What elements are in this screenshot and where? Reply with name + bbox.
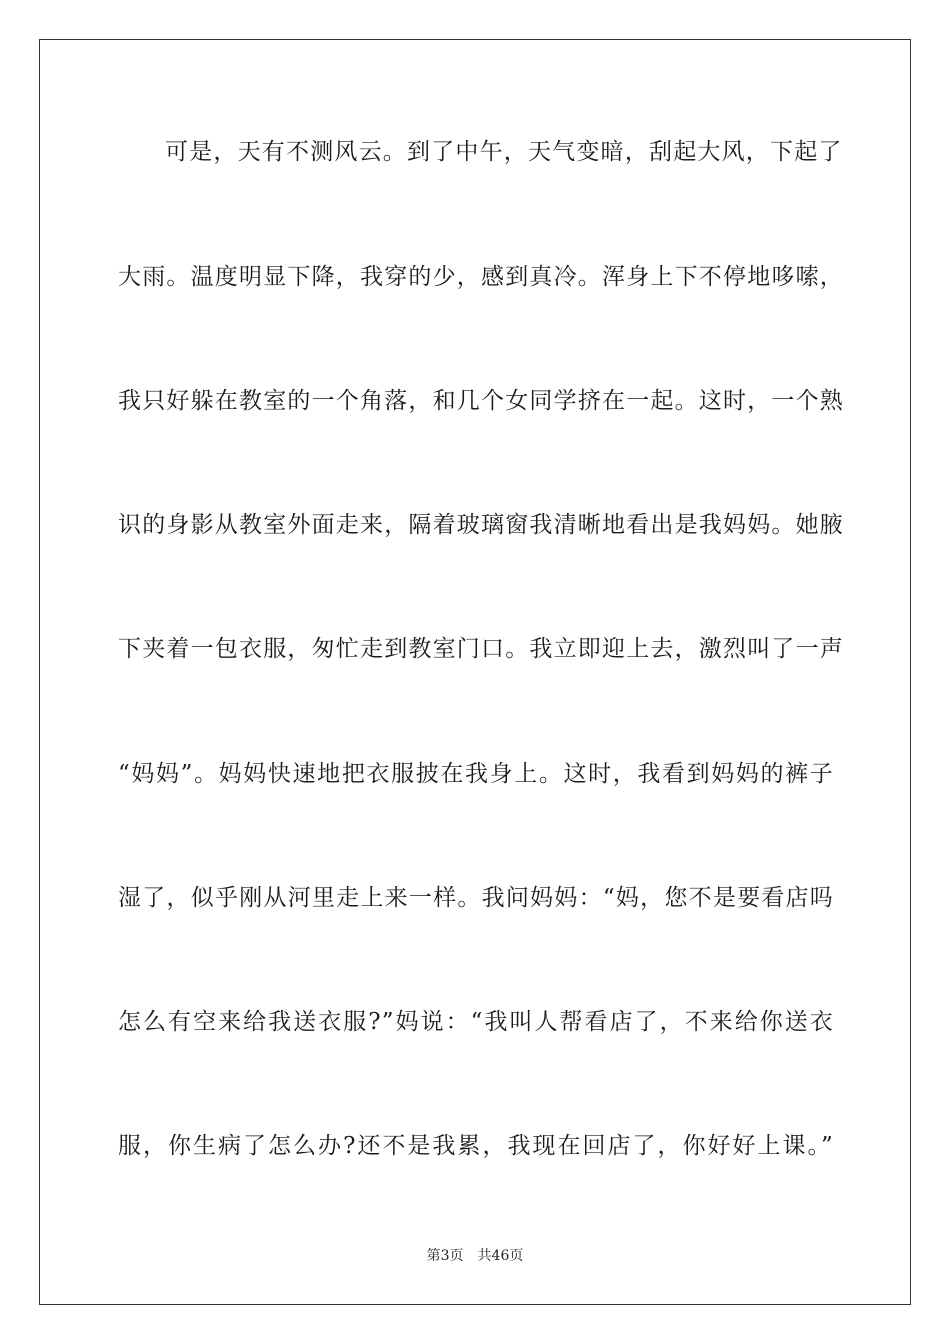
page-footer xyxy=(0,1246,950,1266)
paragraph-line: 大雨。温度明显下降，我穿的少，感到真冷。浑身上下不停地哆嗦， xyxy=(118,264,844,290)
paragraph-line: 识的身影从教室外面走来，隔着玻璃窗我清晰地看出是我妈妈。她腋 xyxy=(118,512,844,538)
paragraph-line: 下夹着一包衣服，匆忙走到教室门口。我立即迎上去，激烈叫了一声 xyxy=(118,636,844,662)
paragraph-line: “妈妈”。妈妈快速地把衣服披在我身上。这时，我看到妈妈的裤子 xyxy=(118,761,834,787)
paragraph-line: 我只好躲在教室的一个角落，和几个女同学挤在一起。这时，一个熟 xyxy=(118,388,844,414)
paragraph-line: 服，你生病了怎么办?还不是我累，我现在回店了，你好好上课。” xyxy=(118,1133,834,1159)
paragraph-line: 怎么有空来给我送衣服?”妈说：“我叫人帮看店了，不来给你送衣 xyxy=(118,1009,834,1035)
page-border xyxy=(39,39,911,1305)
paragraph-line: 湿了，似乎刚从河里走上来一样。我问妈妈：“妈，您不是要看店吗 xyxy=(118,885,834,911)
page-number: 第3页 xyxy=(426,1248,464,1264)
paragraph-line: 可是，天有不测风云。到了中午，天气变暗，刮起大风，下起了 xyxy=(165,139,843,165)
total-pages: 共46页 xyxy=(477,1248,524,1264)
